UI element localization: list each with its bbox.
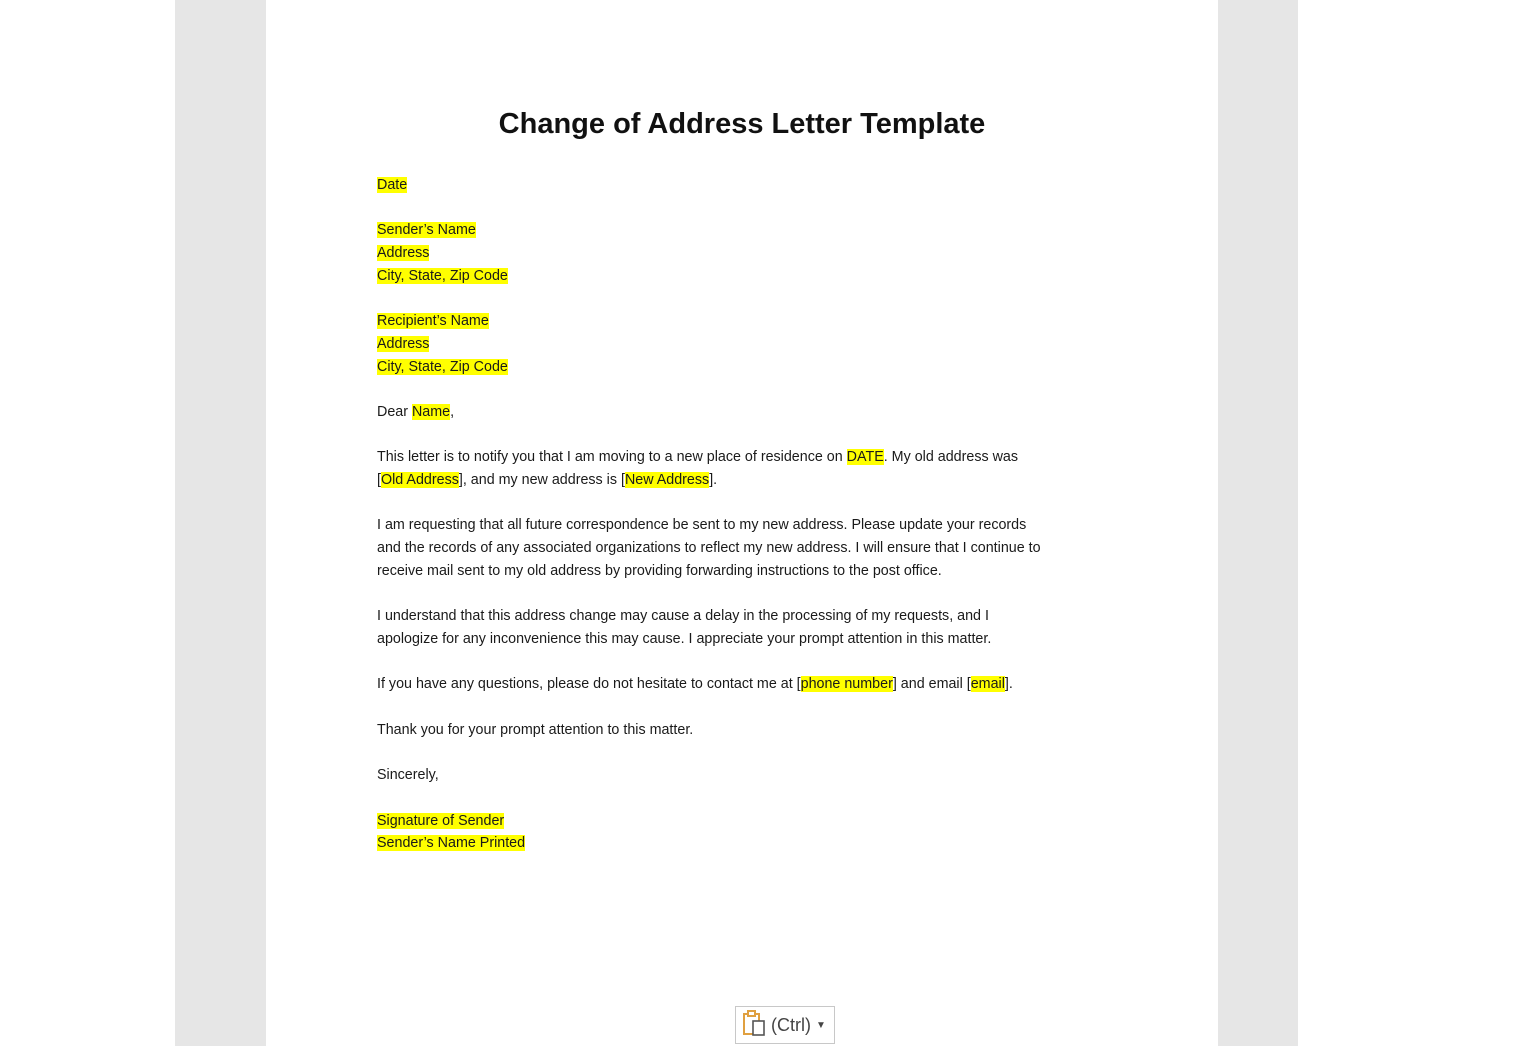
- text-line: I understand that this address change may cause a delay in the processing of my requests, and I: [377, 608, 989, 625]
- greeting-suffix: ,: [450, 403, 455, 420]
- paste-options-button[interactable]: [735, 1006, 835, 1044]
- document-title: Change of Address Letter Template: [498, 108, 986, 140]
- text: [: [377, 472, 381, 489]
- text: ] and email [: [892, 676, 971, 693]
- text-line: I am requesting that all future correspondence be sent to my new address. Please update your records: [377, 517, 1027, 534]
- text: This letter is to notify you that I am moving to a new place of residence on: [377, 449, 847, 466]
- date-placeholder: Date: [377, 177, 408, 193]
- chevron-down-icon: ▼: [815, 1019, 826, 1031]
- text: ].: [1004, 676, 1013, 693]
- paragraph-1: [377, 446, 1137, 491]
- signature: Signature of Sender: [377, 812, 505, 829]
- text: ], and my new address is [: [458, 472, 625, 489]
- clipboard-paste-icon: [742, 1009, 771, 1042]
- text: . My old address was: [883, 449, 1019, 466]
- text-line: receive mail sent to my old address by providing forwarding instructions to the post office.: [377, 562, 942, 579]
- greeting-name: Name: [411, 403, 451, 420]
- text: ].: [709, 472, 718, 489]
- thanks-line: Thank you for your prompt attention to this matter.: [377, 721, 694, 738]
- text: If you have any questions, please do not hesitate to contact me at [: [377, 676, 801, 693]
- recipient-address: Address: [377, 335, 430, 352]
- sender-address: Address: [377, 245, 430, 262]
- new-address-placeholder: New Address: [624, 472, 710, 489]
- signature-block: [377, 810, 1137, 855]
- closing: Sincerely,: [377, 767, 439, 784]
- paragraph-4: [377, 673, 1137, 696]
- phone-placeholder: phone number: [800, 676, 893, 693]
- old-address-placeholder: Old Address: [380, 472, 459, 489]
- sender-name: Sender’s Name: [377, 222, 476, 239]
- move-date-placeholder: DATE: [846, 449, 884, 466]
- recipient-name: Recipient’s Name: [377, 313, 489, 330]
- date-line: [377, 174, 1137, 197]
- printed-name: Sender’s Name Printed: [377, 835, 526, 852]
- paste-options-label: (Ctrl): [771, 1014, 811, 1035]
- greeting: [377, 401, 1137, 424]
- text-line: and the records of any associated organizations to reflect my new address. I will ensure that I continue to: [377, 540, 1041, 557]
- letter-body: [377, 174, 1137, 878]
- sender-block: [377, 219, 1137, 287]
- greeting-prefix: Dear: [377, 403, 412, 420]
- document-page[interactable]: [266, 0, 1218, 1046]
- email-placeholder: email: [970, 676, 1005, 693]
- text-line: apologize for any inconvenience this may cause. I appreciate your prompt attention in this matter.: [377, 630, 992, 647]
- sender-city: City, State, Zip Code: [377, 267, 508, 284]
- recipient-city: City, State, Zip Code: [377, 358, 508, 375]
- paragraph-2: [377, 514, 1137, 582]
- recipient-block: [377, 310, 1137, 378]
- paragraph-3: [377, 605, 1137, 650]
